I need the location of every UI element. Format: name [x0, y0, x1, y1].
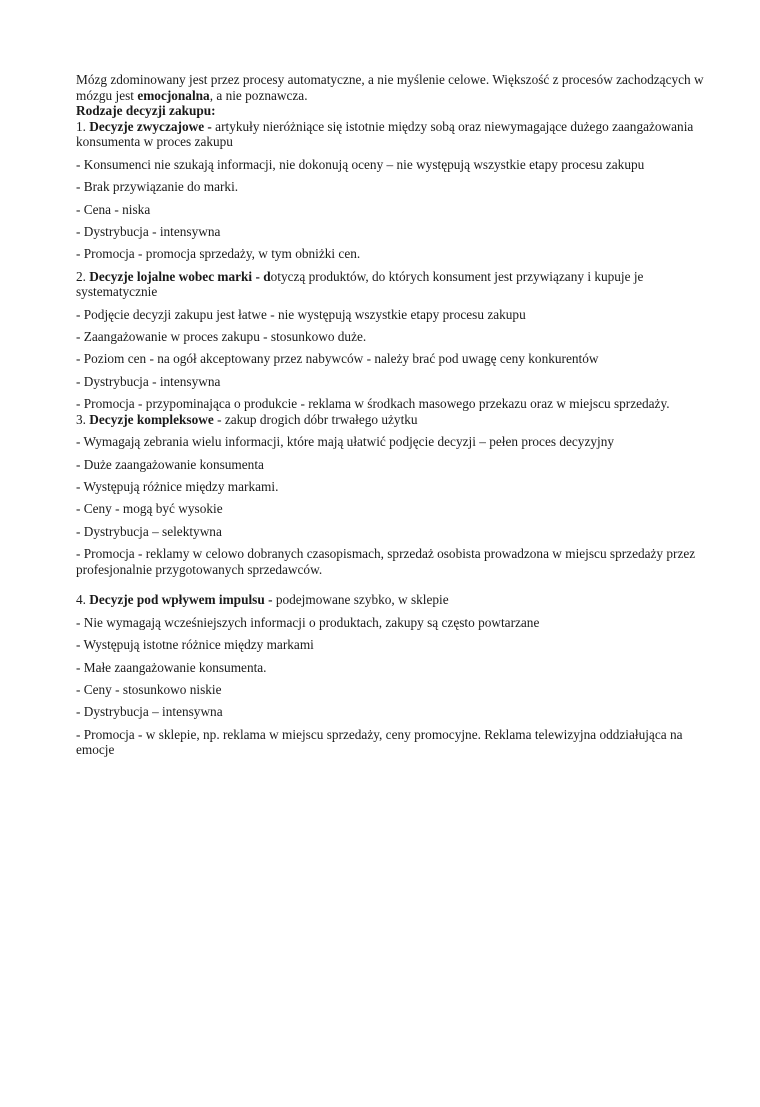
section-1-desc: artykuły nieróżniące się istotnie między sobą oraz niewymagające dużego zaangażowania konsumenta w proces zakupu [76, 118, 694, 150]
list-item: - Ceny - stosunkowo niskie [76, 681, 222, 697]
section-4-desc: podejmowane szybko, w sklepie [272, 592, 449, 608]
list-item: - Występują istotne różnice między markami [76, 637, 314, 653]
list-item: - Małe zaangażowanie konsumenta. [76, 659, 267, 675]
list-item: - Promocja - promocja sprzedaży, w tym obniżki cen. [76, 246, 361, 262]
list-item: - Promocja - w sklepie, np. reklama w miejscu sprzedaży, ceny promocyjne. Reklama telewizyjna oddziałująca na emocje [76, 726, 683, 758]
intro-bold-term: emocjonalna [137, 87, 210, 103]
intro-text-2: , a nie poznawcza. [209, 87, 308, 103]
intro-text-1: Mózg zdominowany jest przez procesy automatyczne, a nie myślenie celowe. Większość z procesów zachodzących w mózgu jest [76, 72, 704, 103]
list-item: - Dystrybucja - intensywna [76, 373, 221, 389]
list-item: - Konsumenci nie szukają informacji, nie dokonują oceny – nie występują wszystkie etapy procesu zakupu [76, 156, 645, 172]
list-item: - Promocja - przypominająca o produkcie - reklama w środkach masowego przekazu oraz w miejscu sprzedaży. [76, 396, 670, 412]
list-item: - Brak przywiązanie do marki. [76, 179, 239, 195]
section-1-title: 1. Decyzje zwyczajowe - artykuły nieróżniące się istotnie między sobą oraz niewymagające dużego zaangażowania konsumenta w proces zakupu [76, 118, 694, 150]
section-heading: Rodzaje decyzji zakupu: [76, 103, 216, 119]
list-item: - Promocja - reklamy w celowo dobranych czasopismach, sprzedaż osobista prowadzona w miejscu sprzedaży przez profesjonalnie przygotowanych sprzedawców. [76, 546, 696, 577]
list-item: - Dystrybucja – selektywna [76, 523, 222, 539]
list-item: - Wymagają zebrania wielu informacji, które mają ułatwić podjęcie decyzji – pełen proces decyzyjny [76, 434, 614, 450]
intro-paragraph [76, 72, 706, 103]
section-3-title-bold: Decyzje kompleksowe [89, 411, 214, 427]
list-item: - Duże zaangażowanie konsumenta [76, 456, 264, 472]
list-item: - Nie wymagają wcześniejszych informacji o produktach, zakupy są często powtarzane [76, 614, 540, 630]
list-item: - Podjęcie decyzji zakupu jest łatwe - nie występują wszystkie etapy procesu zakupu [76, 306, 526, 322]
section-4-title: 4. Decyzje pod wpływem impulsu - podejmowane szybko, w sklepie [76, 592, 449, 608]
section-3-desc: - zakup drogich dóbr trwałego użytku [213, 411, 418, 427]
list-item: - Poziom cen - na ogół akceptowany przez nabywców - należy brać pod uwagę ceny konkurentów [76, 351, 599, 367]
list-item: - Cena - niska [76, 201, 151, 217]
list-item: - Ceny - mogą być wysokie [76, 501, 223, 517]
section-4-title-bold: Decyzje pod wpływem impulsu - [89, 592, 273, 608]
list-item: - Zaangażowanie w proces zakupu - stosunkowo duże. [76, 329, 367, 345]
section-2-title: 2. Decyzje lojalne wobec marki - dotyczą produktów, do których konsument jest przywiązany i kupuje je systematycznie [76, 268, 644, 300]
list-item: - Dystrybucja – intensywna [76, 704, 223, 720]
list-item: - Występują różnice między markami. [76, 479, 279, 495]
section-3-title: 3. Decyzje kompleksowe - zakup drogich dóbr trwałego użytku [76, 411, 418, 427]
document-page [76, 72, 706, 765]
section-2-title-bold: Decyzje lojalne wobec marki - d [89, 268, 271, 284]
section-2-desc: otyczą produktów, do których konsument jest przywiązany i kupuje je systematycznie [76, 268, 644, 300]
list-item: - Dystrybucja - intensywna [76, 223, 221, 239]
section-1-title-bold: Decyzje zwyczajowe - [89, 118, 212, 134]
